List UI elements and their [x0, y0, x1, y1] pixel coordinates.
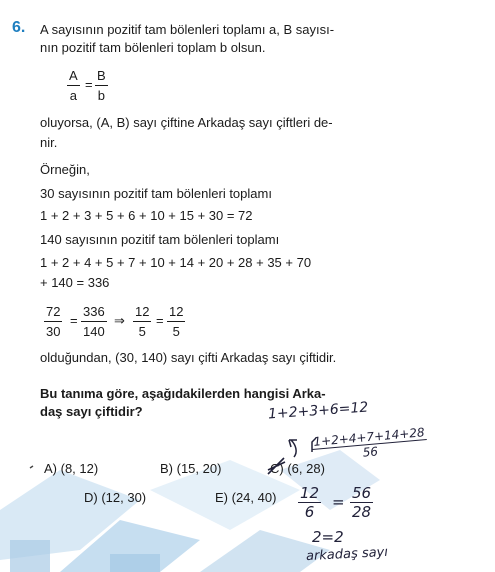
ratio-fraction-12-5-b: [167, 304, 185, 339]
handwritten-fraction-56-28-numerator: 56: [352, 484, 372, 502]
definition-line-2: nir.: [40, 135, 58, 150]
example-label: Örneğin,: [40, 162, 90, 177]
handwritten-fraction-56-28-denominator: 28: [352, 503, 372, 521]
handwritten-sum-28-numerator: 1+2+4+7+14+28: [311, 425, 427, 450]
ratio-implies-arrow: ⇒: [114, 313, 125, 328]
example-140-sum-line-1: 1 + 2 + 4 + 5 + 7 + 10 + 14 + 20 + 28 + 35 + 70: [40, 255, 312, 270]
ratio-f4-denominator: 5: [172, 324, 180, 339]
def-fraction-right-denominator: b: [97, 88, 105, 103]
example-140-label: 140 sayısının pozitif tam bölenleri toplamı: [40, 232, 280, 247]
question-number: 6.: [12, 19, 26, 36]
ratio-f3-numerator: 12: [133, 304, 151, 322]
ratio-fraction-72-30: [44, 304, 62, 339]
ratio-f4-numerator: 12: [167, 304, 185, 322]
ratio-f2-denominator: 140: [83, 324, 105, 339]
handwritten-equals: =: [332, 493, 345, 511]
ratio-f3-denominator: 5: [138, 324, 146, 339]
handwritten-sum-28-denominator: 56: [362, 444, 379, 460]
ratio-f1-denominator: 30: [46, 324, 61, 339]
prompt-line-2: daş sayı çiftidir?: [40, 404, 143, 419]
option-e[interactable]: E) (24, 40): [215, 490, 277, 505]
handwritten-fraction-12-6-numerator: 12: [300, 484, 320, 502]
example-30-label: 30 sayısının pozitif tam bölenleri toplamı: [40, 186, 272, 201]
handwritten-result: 2=2: [312, 528, 344, 546]
ratio-fraction-336-140: [81, 304, 107, 339]
handwritten-sum-6: 1+2+3+6=12: [267, 399, 369, 423]
ratio-f2-numerator: 336: [81, 304, 107, 322]
def-fraction-left-denominator: a: [69, 88, 77, 103]
handwritten-fraction-12-6: [298, 484, 321, 521]
def-fraction-left: [67, 68, 80, 103]
handwritten-sum-28-fraction: [311, 425, 428, 464]
option-b[interactable]: B) (15, 20): [160, 461, 222, 476]
def-fraction-left-numerator: A: [67, 68, 80, 86]
conclusion-text: olduğundan, (30, 140) sayı çifti Arkadaş sayı çiftidir.: [40, 350, 337, 365]
handwritten-fraction-12-6-denominator: 6: [304, 503, 315, 521]
ratio-equals-1: =: [70, 313, 78, 328]
ratio-f1-numerator: 72: [44, 304, 62, 322]
prompt-line-1: Bu tanıma göre, aşağıdakilerden hangisi Arka-: [40, 386, 326, 401]
option-c[interactable]: C) (6, 28): [270, 461, 325, 476]
ratio-equals-2: =: [156, 313, 164, 328]
def-fraction-right: [95, 68, 108, 103]
option-a[interactable]: A) (8, 12): [44, 461, 99, 476]
intro-line-1: A sayısının pozitif tam bölenleri toplamı a, B sayısı-: [40, 22, 335, 37]
definition-line-1: oluyorsa, (A, B) sayı çiftine Arkadaş sayı çiftleri de-: [40, 115, 333, 130]
example-140-sum-line-2: + 140 = 336: [40, 275, 110, 290]
example-30-sum: 1 + 2 + 3 + 5 + 6 + 10 + 15 + 30 = 72: [40, 208, 253, 223]
handwritten-fraction-56-28: [350, 484, 373, 521]
def-equals-sign: =: [85, 77, 93, 92]
handwritten-verdict: arkadaş sayı: [305, 544, 389, 565]
option-d[interactable]: D) (12, 30): [84, 490, 147, 505]
def-fraction-right-numerator: B: [95, 68, 108, 86]
intro-line-2: nın pozitif tam bölenleri toplam b olsun.: [40, 40, 266, 55]
ratio-fraction-12-5-a: [133, 304, 151, 339]
